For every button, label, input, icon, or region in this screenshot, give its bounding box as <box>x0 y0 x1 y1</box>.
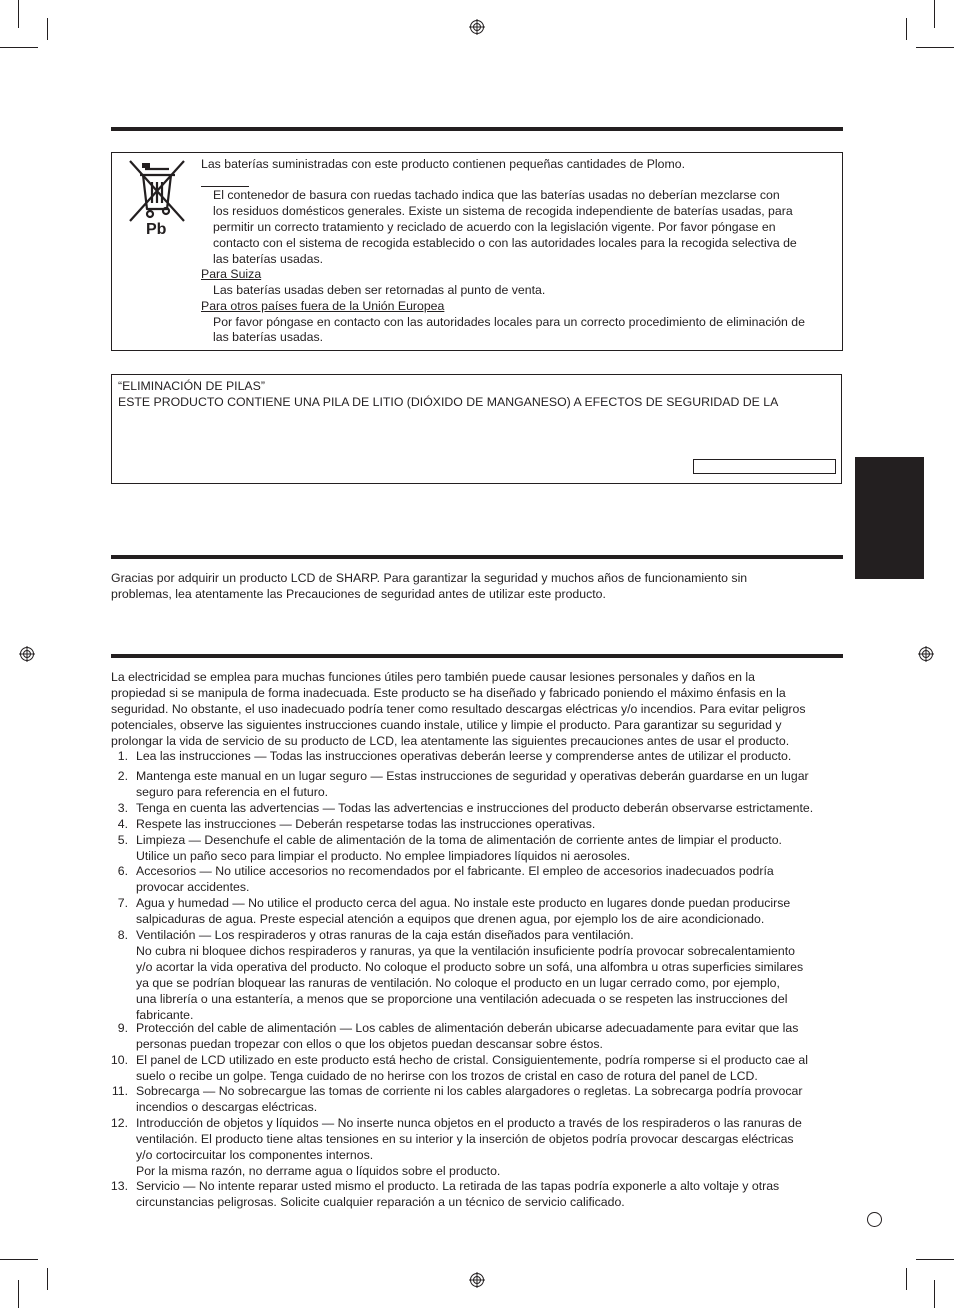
page-number-marker <box>867 1212 882 1227</box>
eu-line: contacto con el sistema de recogida establecido o con las autoridades locales para la recogida selectiva de <box>213 236 797 250</box>
lithium-notice-title: “ELIMINACIÓN DE PILAS” <box>118 379 265 393</box>
other-countries-heading: Para otros países fuera de la Unión Europea <box>201 299 445 313</box>
item-text-line: fabricante. <box>136 1007 194 1022</box>
battery-notice-box <box>111 152 843 351</box>
safety-intro-line: La electricidad se emplea para muchas funciones útiles pero también puede causar lesiones personales y daños en la <box>111 670 755 684</box>
section-rule <box>111 654 843 658</box>
item-number: 8. <box>117 928 128 942</box>
eu-line: las baterías usadas. <box>213 252 324 266</box>
registration-mark-icon <box>469 19 485 35</box>
item-text-line: Limpieza — Desenchufe el cable de alimentación de la toma de alimentación de corriente antes de limpiar el producto. <box>136 833 782 847</box>
safety-intro-line: propiedad si se manipula de forma inadecuada. Este producto se ha diseñado y fabricado poniendo el máximo énfasis en la <box>111 686 786 700</box>
item-text-line: ventilación. El producto tiene altas tensiones en su interior y la inserción de objetos podría provocar descargas eléctricas <box>136 1131 794 1146</box>
language-side-tab <box>855 457 924 579</box>
item-text-line: seguro para referencia en el futuro. <box>136 784 329 799</box>
item-text-line: y/o acortar la vida operativa del producto. No coloque el producto sobre un sofá, una alfombra u otras superficies similares <box>136 959 804 974</box>
section-rule <box>111 555 843 559</box>
item-text-line: Tenga en cuenta las advertencias — Todas las advertencias e instrucciones del producto deberán observarse estrictamente. <box>136 801 814 815</box>
registration-mark-icon <box>19 646 35 662</box>
item-text-line: Lea las instrucciones — Todas las instrucciones operativas deberán leerse y comprenderse antes de utilizar el producto. <box>136 749 792 763</box>
item-text-line: Mantenga este manual en un lugar seguro — Estas instrucciones de seguridad y operativas deberán guardarse en un lugar <box>136 769 809 783</box>
item-text-line: circunstancias peligrosas. Solicite cualquier reparación a un técnico de servicio calificado. <box>136 1194 625 1209</box>
item-text-line: Sobrecarga — No sobrecargue las tomas de corriente ni los cables alargadores o regletas. La sobrecarga podría provocar <box>136 1084 803 1098</box>
item-text-line: Introducción de objetos y líquidos — No inserte nunca objetos en el producto a través de los respiraderos o las ranuras de <box>136 1116 802 1130</box>
item-text-line: una librería o una estantería, a menos que se proporcione una ventilación adecuada o se respeten las instrucciones del <box>136 991 788 1006</box>
item-text-line: Protección del cable de alimentación — Los cables de alimentación deberán ubicarse adecuadamente para evitar que las <box>136 1021 799 1035</box>
item-text-line: No cubra ni bloquee dichos respiraderos y ranuras, ya que la ventilación insuficiente podría provocar sobrecalentamiento <box>136 943 795 958</box>
registration-mark-icon <box>469 1272 485 1288</box>
eu-line: permitir un correcto tratamiento y reciclado de acuerdo con la legislación vigente. Por favor póngase en <box>213 220 776 234</box>
thanks-line: problemas, lea atentamente las Precauciones de seguridad antes de utilizar este producto. <box>111 587 606 601</box>
item-number: 10. <box>110 1053 128 1067</box>
thanks-line: Gracias por adquirir un producto LCD de SHARP. Para garantizar la seguridad y muchos años de funcionamiento sin <box>111 571 748 585</box>
item-number: 7. <box>117 896 128 910</box>
item-number: 6. <box>117 864 128 878</box>
crossed-out-wheeled-bin-icon <box>126 159 188 225</box>
eu-heading-underline <box>201 186 249 187</box>
section-rule <box>111 127 843 131</box>
other-countries-line: Por favor póngase en contacto con las autoridades locales para un correcto procedimiento de eliminación de <box>213 315 805 329</box>
item-number: 1. <box>117 749 128 763</box>
item-text-line: suelo o recibe un golpe. Tenga cuidado de no herirse con los trozos de cristal en caso de rotura del panel de LCD. <box>136 1068 758 1083</box>
lead-symbol-label: Pb <box>146 221 167 238</box>
item-text-line: salpicaduras de agua. Preste especial atención a equipos que drenen agua, por ejemplo los de aire acondicionado. <box>136 911 765 926</box>
switzerland-text: Las baterías usadas deben ser retornadas al punto de venta. <box>213 283 546 297</box>
item-text-line: Ventilación — Los respiraderos y otras ranuras de la caja están diseñados para ventilación. <box>136 928 634 942</box>
item-text-line: El panel de LCD utilizado en este producto está hecho de cristal. Consiguientemente, podría romperse si el producto cae al <box>136 1053 808 1067</box>
blank-label-box <box>693 459 836 474</box>
item-text-line: Respete las instrucciones — Deberán respetarse todas las instrucciones operativas. <box>136 817 596 831</box>
item-number: 9. <box>117 1021 128 1035</box>
registration-mark-icon <box>918 646 934 662</box>
item-text-line: ya que se podrían bloquear las ranuras de ventilación. No coloque el producto en un lugar cerrado como, por ejemplo, <box>136 975 780 990</box>
item-number: 4. <box>117 817 128 831</box>
item-text-line: personas puedan tropezar con ellos o que los objetos puedan descansar sobre éstos. <box>136 1036 603 1051</box>
battery-intro-text: Las baterías suministradas con este producto contienen pequeñas cantidades de Plomo. <box>201 157 685 171</box>
item-number: 2. <box>117 769 128 783</box>
item-text-line: y/o cortocircuitar los componentes internos. <box>136 1147 374 1162</box>
lithium-notice-text: ESTE PRODUCTO CONTIENE UNA PILA DE LITIO (DIÓXIDO DE MANGANESO) A EFECTOS DE SEGURIDAD DE LA <box>118 395 779 409</box>
eu-line: los residuos domésticos generales. Existe un sistema de recogida independiente de baterías usadas, para <box>213 204 793 218</box>
item-text-line: incendios o descargas eléctricas. <box>136 1099 318 1114</box>
safety-intro-line: seguridad. No obstante, el uso inadecuado podría tener como resultado descargas eléctricas y/o incendios. Para evitar peligros <box>111 702 806 716</box>
lithium-battery-notice-box <box>111 374 842 484</box>
item-number: 12. <box>110 1116 128 1130</box>
item-text-line: Utilice un paño seco para limpiar el producto. No emplee limpiadores líquidos ni aerosoles. <box>136 848 631 863</box>
item-text-line: Por la misma razón, no derrame agua o líquidos sobre el producto. <box>136 1163 501 1178</box>
other-countries-line: las baterías usadas. <box>213 330 324 344</box>
item-number: 5. <box>117 833 128 847</box>
item-number: 13. <box>110 1179 128 1193</box>
safety-intro-line: potenciales, observe las siguientes instrucciones cuando instale, utilice y limpie el producto. Para garantizar su seguridad y <box>111 718 782 732</box>
item-number: 3. <box>117 801 128 815</box>
item-text-line: provocar accidentes. <box>136 879 250 894</box>
eu-line: El contenedor de basura con ruedas tachado indica que las baterías usadas no deberían mezclarse con <box>213 188 780 202</box>
switzerland-heading: Para Suiza <box>201 267 262 281</box>
safety-intro-line: prolongar la vida de servicio de su producto de LCD, lea atentamente las siguientes precauciones antes de usar el producto. <box>111 734 790 748</box>
item-text-line: Servicio — No intente reparar usted mismo el producto. La retirada de las tapas podría exponerle a alto voltaje y otras <box>136 1179 780 1193</box>
item-text-line: Agua y humedad — No utilice el producto cerca del agua. No instale este producto en lugares donde puedan producirse <box>136 896 791 910</box>
item-text-line: Accesorios — No utilice accesorios no recomendados por el fabricante. El empleo de accesorios inadecuados podría <box>136 864 774 878</box>
item-number: 11. <box>111 1084 128 1098</box>
